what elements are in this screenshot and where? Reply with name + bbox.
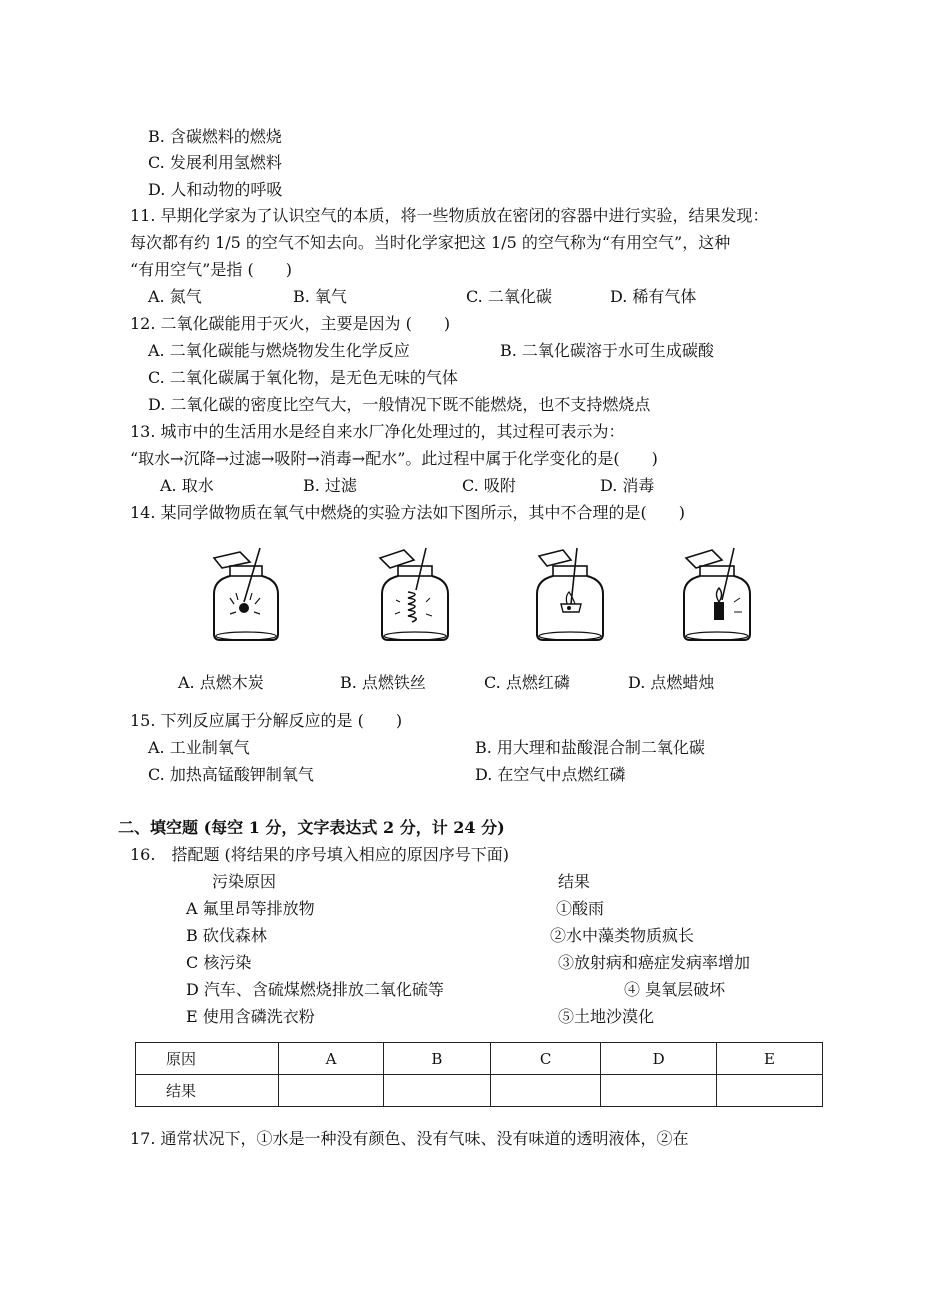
q16-result-4: ④ 臭氧层破坏	[624, 980, 726, 999]
q16-result-3: ③放射病和癌症发病率增加	[558, 953, 751, 972]
iron-wire-jar-figure	[370, 546, 460, 646]
q14-option-d: D. 点燃蜡烛	[628, 673, 715, 692]
q11-option-c: C. 二氧化碳	[466, 287, 552, 306]
table-col-b: B	[384, 1043, 491, 1075]
q16-result-header: 结果	[558, 872, 591, 891]
q16-cause-c: C 核污染	[186, 953, 252, 972]
q16-cause-b: B 砍伐森林	[186, 926, 267, 945]
answer-cell-e[interactable]	[716, 1075, 822, 1107]
q11-stem-line1: 11. 早期化学家为了认识空气的本质，将一些物质放在密闭的容器中进行实验，结果发现：	[130, 206, 769, 225]
section-2-heading: 二、填空题 (每空 1 分，文字表达式 2 分，计 24 分)	[118, 818, 505, 837]
q16-cause-header: 污染原因	[212, 872, 277, 891]
charcoal-jar-figure	[200, 546, 290, 646]
red-phosphorus-jar-figure	[525, 546, 615, 646]
q15-stem: 15. 下列反应属于分解反应的是 ( )	[130, 711, 403, 730]
q17-stem-line1: 17. 通常状况下，①水是一种没有颜色、没有气味、没有味道的透明液体，②在	[130, 1129, 689, 1148]
q14-option-b: B. 点燃铁丝	[340, 673, 426, 692]
candle-jar-figure	[670, 546, 760, 646]
table-row-label-cause: 原因	[136, 1043, 279, 1075]
answer-cell-c[interactable]	[490, 1075, 601, 1107]
q16-result-2: ②水中藻类物质疯长	[550, 926, 695, 945]
q16-result-5: ⑤土地沙漠化	[558, 1007, 655, 1026]
q10-option-b: B. 含碳燃料的燃烧	[148, 127, 282, 146]
q15-option-c: C. 加热高锰酸钾制氧气	[148, 765, 314, 784]
q11-stem-line2: 每次都有约 1/5 的空气不知去向。当时化学家把这 1/5 的空气称为“有用空气”，这种	[130, 233, 731, 252]
table-row	[136, 1075, 823, 1107]
table-col-e: E	[716, 1043, 822, 1075]
answer-cell-a[interactable]	[279, 1075, 384, 1107]
q11-option-d: D. 稀有气体	[610, 287, 697, 306]
q16-cause-e: E 使用含磷洗衣粉	[186, 1007, 315, 1026]
q16-stem: 16. 搭配题 (将结果的序号填入相应的原因序号下面)	[130, 845, 510, 864]
q14-option-c: C. 点燃红磷	[484, 673, 570, 692]
q15-option-d: D. 在空气中点燃红磷	[475, 765, 626, 784]
q16-cause-a: A 氟里昂等排放物	[186, 899, 315, 918]
table-col-a: A	[279, 1043, 384, 1075]
q10-option-c: C. 发展利用氢燃料	[148, 153, 282, 172]
q16-result-1: ①酸雨	[556, 899, 605, 918]
q10-option-d: D. 人和动物的呼吸	[148, 180, 283, 199]
q12-stem: 12. 二氧化碳能用于灭火，主要是因为 ( )	[130, 314, 451, 333]
q12-option-d: D. 二氧化碳的密度比空气大，一般情况下既不能燃烧，也不支持燃烧点	[148, 395, 651, 414]
matching-table	[135, 1042, 823, 1107]
table-row-label-result: 结果	[136, 1075, 279, 1107]
q12-option-b: B. 二氧化碳溶于水可生成碳酸	[500, 341, 714, 360]
answer-cell-d[interactable]	[601, 1075, 717, 1107]
q11-stem-line3: “有用空气”是指 ( )	[130, 260, 292, 279]
answer-cell-b[interactable]	[384, 1075, 491, 1107]
q14-option-a: A. 点燃木炭	[178, 673, 264, 692]
q14-stem: 14. 某同学做物质在氧气中燃烧的实验方法如下图所示，其中不合理的是( )	[130, 503, 686, 522]
q13-option-a: A. 取水	[160, 476, 214, 495]
q15-option-a: A. 工业制氧气	[148, 738, 250, 757]
q16-cause-d: D 汽车、含硫煤燃烧排放二氧化硫等	[186, 980, 444, 999]
q13-option-b: B. 过滤	[303, 476, 357, 495]
table-col-c: C	[490, 1043, 601, 1075]
q11-option-a: A. 氮气	[148, 287, 202, 306]
q13-stem-line1: 13. 城市中的生活用水是经自来水厂净化处理过的，其过程可表示为：	[130, 422, 625, 441]
q12-option-a: A. 二氧化碳能与燃烧物发生化学反应	[148, 341, 410, 360]
q12-option-c: C. 二氧化碳属于氧化物，是无色无味的气体	[148, 368, 458, 387]
q13-stem-line2: “取水→沉降→过滤→吸附→消毒→配水”。此过程中属于化学变化的是( )	[130, 449, 658, 468]
table-col-d: D	[601, 1043, 717, 1075]
q13-option-c: C. 吸附	[462, 476, 516, 495]
table-row	[136, 1043, 823, 1075]
q15-option-b: B. 用大理和盐酸混合制二氧化碳	[475, 738, 705, 757]
q13-option-d: D. 消毒	[600, 476, 655, 495]
q11-option-b: B. 氧气	[293, 287, 347, 306]
